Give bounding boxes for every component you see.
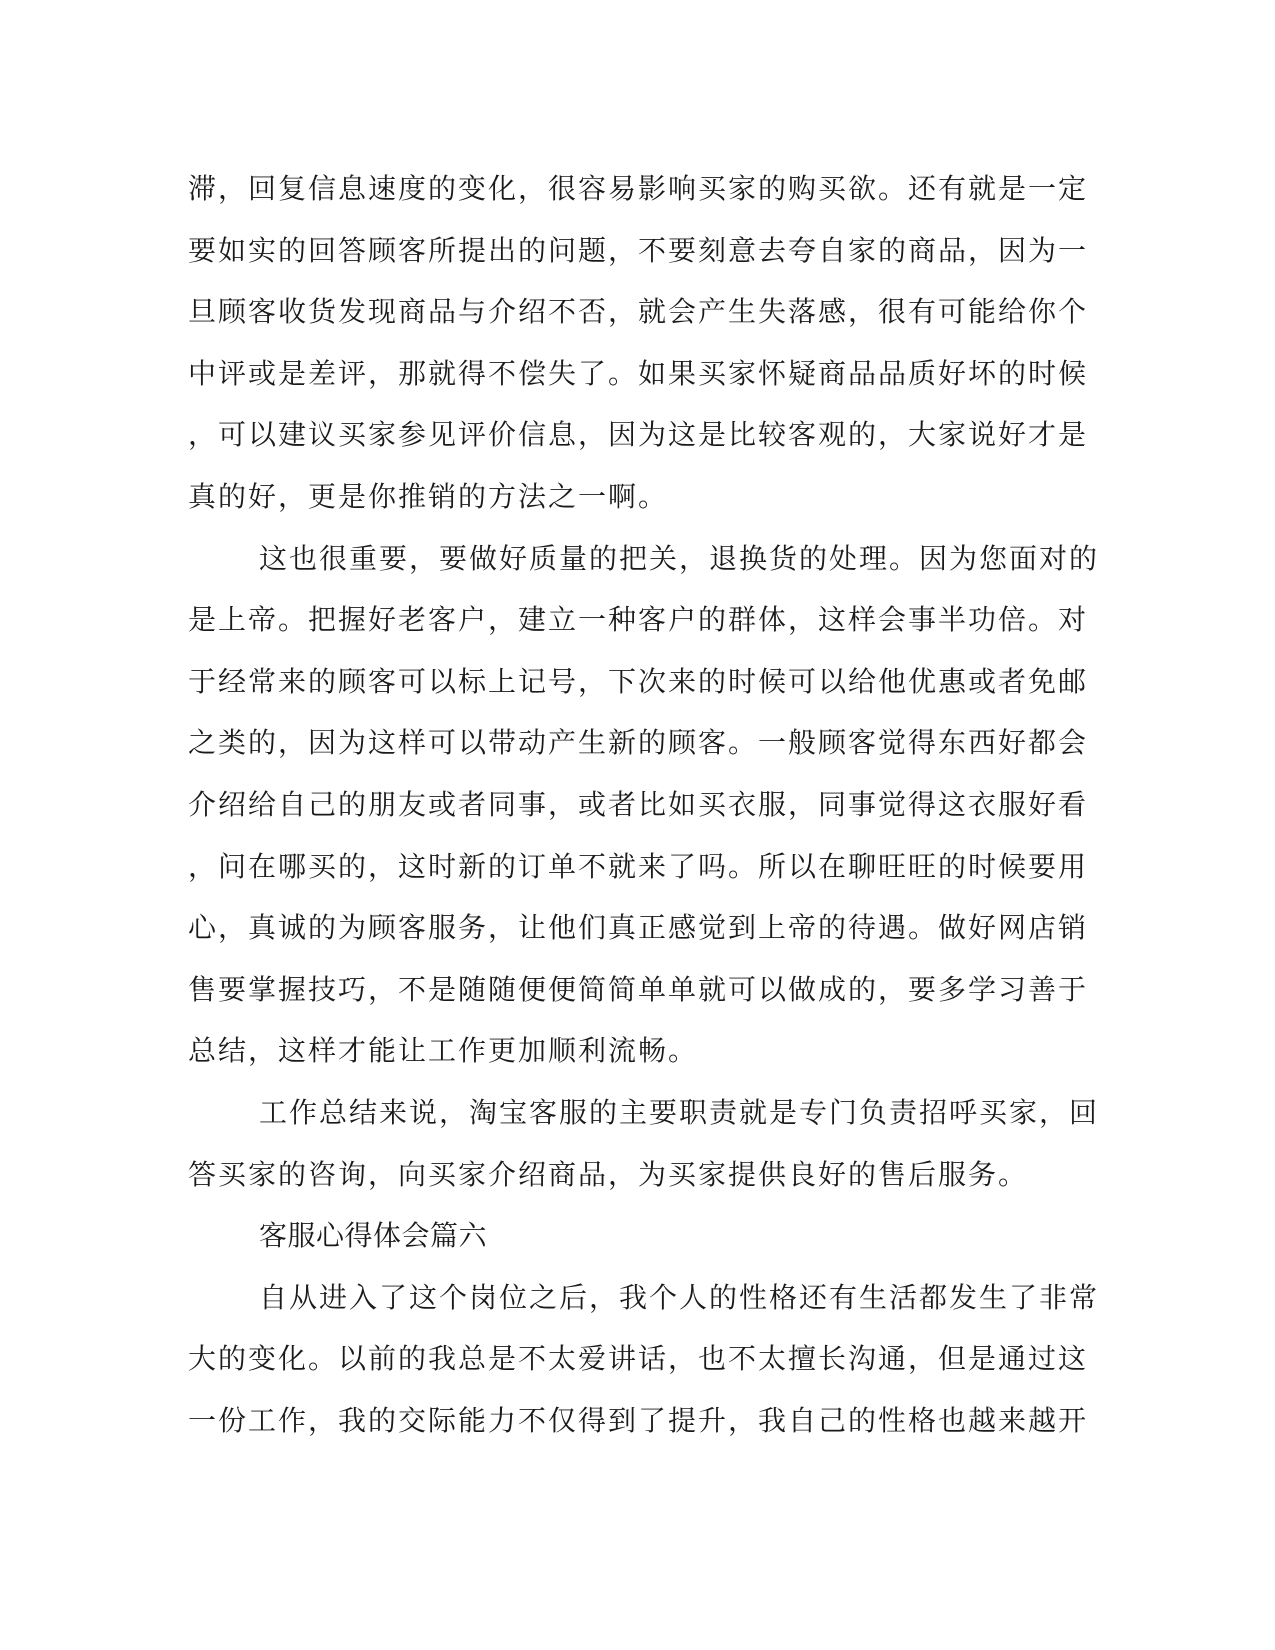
text-line: 一份工作，我的交际能力不仅得到了提升，我自己的性格也越来越开	[188, 1403, 1089, 1437]
section-heading: 客服心得体会篇六	[259, 1219, 488, 1253]
text-line: 答买家的咨询，向买家介绍商品，为买家提供良好的售后服务。	[188, 1157, 1029, 1191]
text-line: ，可以建议买家参见评价信息，因为这是比较客观的，大家说好才是	[188, 418, 1089, 452]
text-line: 总结，这样才能让工作更加顺利流畅。	[188, 1034, 699, 1068]
paragraph	[188, 158, 1089, 528]
paragraph	[188, 528, 1100, 1082]
text-line: 这也很重要，要做好质量的把关，退换货的处理。因为您面对的	[259, 541, 1100, 575]
text-line: 大的变化。以前的我总是不太爱讲话，也不太擅长沟通，但是通过这	[188, 1342, 1089, 1376]
text-line: ，问在哪买的，这时新的订单不就来了吗。所以在聊旺旺的时候要用	[188, 849, 1089, 883]
text-line: 自从进入了这个岗位之后，我个人的性格还有生活都发生了非常	[259, 1280, 1100, 1314]
text-line: 心，真诚的为顾客服务，让他们真正感觉到上帝的待遇。做好网店销	[188, 911, 1089, 945]
paragraph	[188, 1267, 1100, 1452]
text-line: 真的好，更是你推销的方法之一啊。	[188, 479, 669, 513]
text-line: 旦顾客收货发现商品与介绍不否，就会产生失落感，很有可能给你个	[188, 295, 1089, 329]
text-line: 售要掌握技巧，不是随随便便简简单单就可以做成的，要多学习善于	[188, 972, 1089, 1006]
text-line: 中评或是差评，那就得不偿失了。如果买家怀疑商品品质好坏的时候	[188, 356, 1089, 390]
text-line: 之类的，因为这样可以带动产生新的顾客。一般顾客觉得东西好都会	[188, 726, 1089, 760]
text-line: 要如实的回答顾客所提出的问题，不要刻意去夸自家的商品，因为一	[188, 233, 1089, 267]
document-body	[188, 158, 1100, 1451]
text-line: 工作总结来说，淘宝客服的主要职责就是专门负责招呼买家，回	[259, 1095, 1100, 1129]
paragraph	[188, 1082, 1100, 1205]
text-line: 是上帝。把握好老客户，建立一种客户的群体，这样会事半功倍。对	[188, 603, 1089, 637]
text-line: 滞，回复信息速度的变化，很容易影响买家的购买欲。还有就是一定	[188, 172, 1089, 205]
text-line: 介绍给自己的朋友或者同事，或者比如买衣服，同事觉得这衣服好看	[188, 787, 1089, 821]
text-line: 于经常来的顾客可以标上记号，下次来的时候可以给他优惠或者免邮	[188, 664, 1089, 698]
